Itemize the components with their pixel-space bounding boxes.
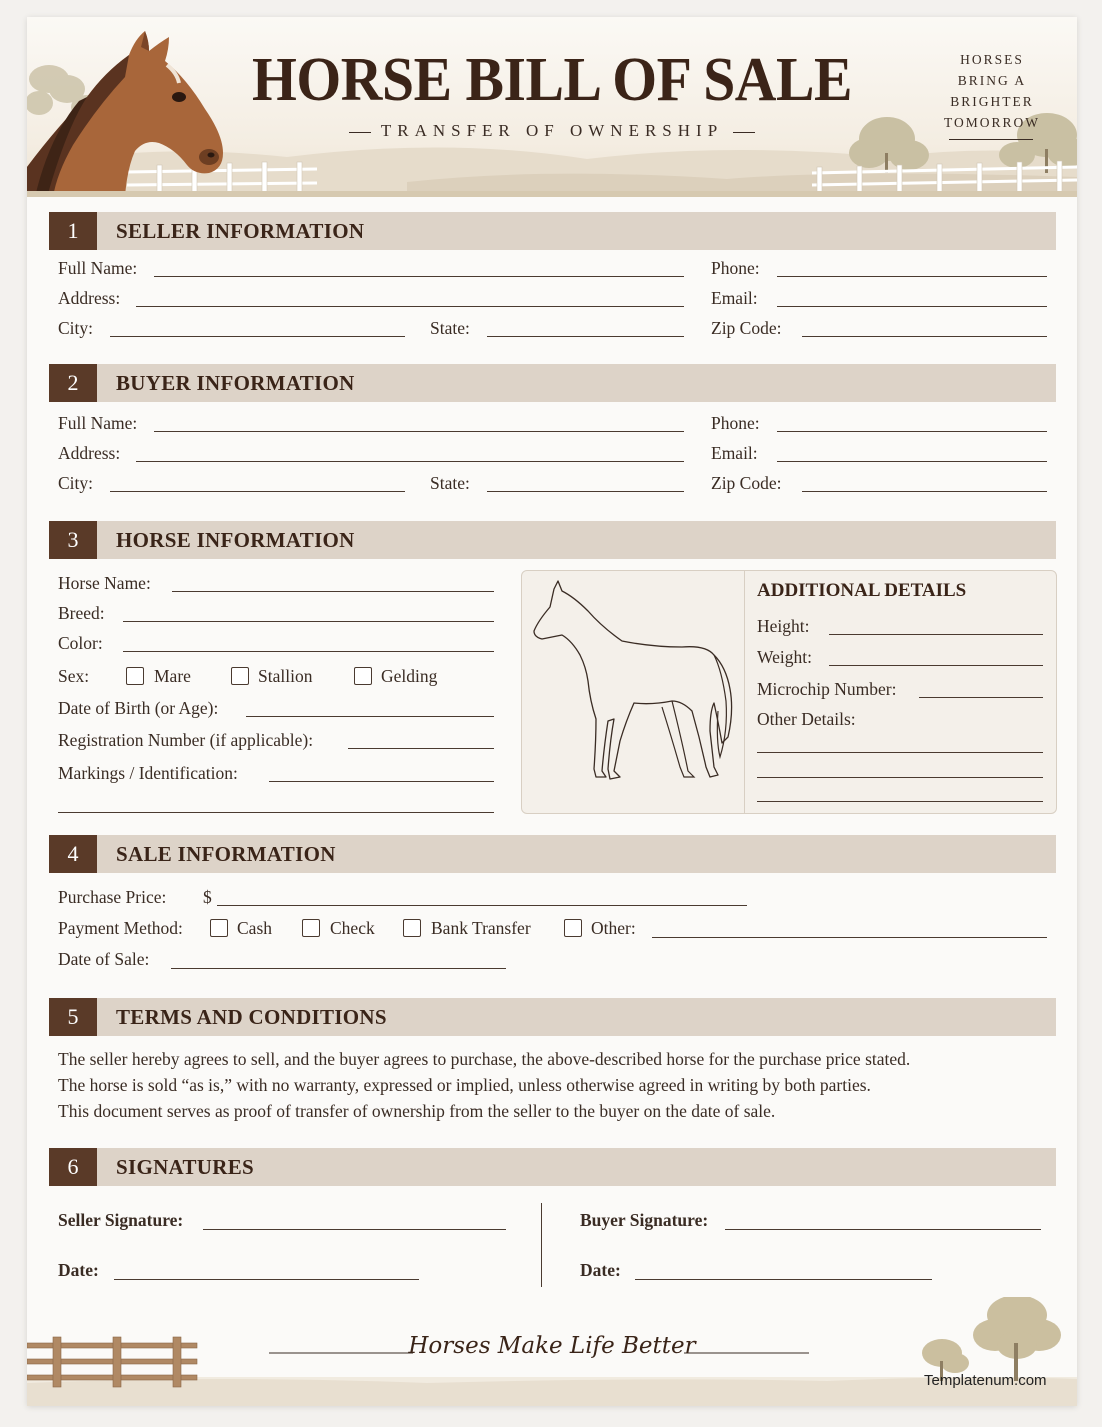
panel-divider: [744, 571, 745, 813]
payment-cash-checkbox[interactable]: [210, 919, 228, 937]
terms-line-1: The seller hereby agrees to sell, and the buyer agrees to purchase, the above-described horse for the purchase price stated.: [58, 1049, 911, 1069]
weight-field[interactable]: [829, 665, 1043, 666]
seller-zip-label: Zip Code:: [711, 318, 782, 338]
section-number: 3: [49, 521, 97, 559]
sex-stallion-checkbox[interactable]: [231, 667, 249, 685]
seller-email-label: Email:: [711, 288, 758, 308]
section-bar-buyer: [49, 364, 1056, 402]
seller-zip-field[interactable]: [802, 336, 1047, 337]
buyer-phone-field[interactable]: [777, 431, 1047, 432]
purchase-price-field[interactable]: [217, 905, 747, 906]
horse-outline-illustration: [522, 571, 742, 813]
seller-phone-field[interactable]: [777, 276, 1047, 277]
weight-label: Weight:: [757, 647, 812, 667]
footer-motto: Horses Make Life Better: [408, 1333, 696, 1359]
buyer-email-field[interactable]: [777, 461, 1047, 462]
section-title: BUYER INFORMATION: [116, 371, 355, 395]
terms-line-2: The horse is sold “as is,” with no warranty, expressed or implied, unless otherwise agreed in writing by both parties.: [58, 1075, 871, 1095]
microchip-label: Microchip Number:: [757, 679, 897, 699]
dob-label: Date of Birth (or Age):: [58, 698, 219, 718]
section-number: 6: [49, 1148, 97, 1186]
buyer-state-field[interactable]: [487, 491, 684, 492]
payment-method-label: Payment Method:: [58, 918, 183, 938]
terms-text: [58, 1046, 910, 1124]
payment-bank-transfer-checkbox[interactable]: [403, 919, 421, 937]
section-title: SIGNATURES: [116, 1155, 254, 1179]
other-details-label: Other Details:: [757, 709, 856, 729]
height-field[interactable]: [829, 634, 1043, 635]
payment-other-checkbox[interactable]: [564, 919, 582, 937]
section-bar-horse: [49, 521, 1056, 559]
seller-full-name-label: Full Name:: [58, 258, 138, 278]
markings-label: Markings / Identification:: [58, 763, 238, 783]
date-of-sale-field[interactable]: [171, 968, 506, 969]
tagline-line-1: HORSES: [960, 52, 1024, 67]
registration-label: Registration Number (if applicable):: [58, 730, 314, 750]
buyer-city-field[interactable]: [110, 491, 405, 492]
document-title: HORSE BILL OF SALE: [252, 46, 852, 114]
seller-full-name-field[interactable]: [154, 276, 684, 277]
buyer-city-label: City:: [58, 473, 94, 493]
payment-cash-label: Cash: [237, 918, 272, 938]
buyer-address-field[interactable]: [136, 461, 684, 462]
payment-check-checkbox[interactable]: [302, 919, 320, 937]
payment-other-label: Other:: [591, 918, 636, 938]
tagline-line-4: TOMORROW: [943, 115, 1040, 130]
subtitle-wrap: [27, 121, 1077, 141]
breed-field[interactable]: [123, 621, 494, 622]
buyer-phone-label: Phone:: [711, 413, 760, 433]
seller-date-label: Date:: [58, 1260, 99, 1280]
buyer-signature-field[interactable]: [725, 1229, 1041, 1230]
section-title: TERMS AND CONDITIONS: [116, 1005, 387, 1029]
markings-field[interactable]: [269, 781, 494, 782]
tagline-line-2: BRING A: [957, 73, 1027, 88]
color-label: Color:: [58, 633, 103, 653]
currency-symbol: $: [203, 887, 212, 907]
buyer-zip-field[interactable]: [802, 491, 1047, 492]
tagline: [932, 49, 1052, 133]
seller-city-field[interactable]: [110, 336, 405, 337]
horse-details-panel: [521, 570, 1057, 814]
buyer-signature-label: Buyer Signature:: [580, 1210, 709, 1230]
section-title: HORSE INFORMATION: [116, 528, 355, 552]
sex-gelding-checkbox[interactable]: [354, 667, 372, 685]
seller-email-field[interactable]: [777, 306, 1047, 307]
section-bar-sale: [49, 835, 1056, 873]
sex-gelding-label: Gelding: [381, 666, 438, 686]
sex-stallion-label: Stallion: [258, 666, 313, 686]
payment-bank-transfer-label: Bank Transfer: [431, 918, 531, 938]
section-bar-terms: [49, 998, 1056, 1036]
additional-details-title: ADDITIONAL DETAILS: [757, 580, 967, 601]
seller-phone-label: Phone:: [711, 258, 760, 278]
section-number: 1: [49, 212, 97, 250]
buyer-address-label: Address:: [58, 443, 121, 463]
buyer-date-field[interactable]: [635, 1279, 932, 1280]
color-field[interactable]: [123, 651, 494, 652]
height-label: Height:: [757, 616, 810, 636]
sex-mare-label: Mare: [154, 666, 191, 686]
terms-line-3: This document serves as proof of transfer of ownership from the seller to the buyer on the date of sale.: [58, 1101, 776, 1121]
document-subtitle: TRANSFER OF OWNERSHIP: [380, 121, 724, 140]
buyer-zip-label: Zip Code:: [711, 473, 782, 493]
registration-field[interactable]: [348, 748, 494, 749]
other-details-line-2[interactable]: [757, 777, 1043, 778]
payment-other-field[interactable]: [652, 937, 1047, 938]
sex-label: Sex:: [58, 666, 90, 686]
tagline-line-3: BRIGHTER: [950, 94, 1034, 109]
seller-city-label: City:: [58, 318, 94, 338]
buyer-email-label: Email:: [711, 443, 758, 463]
seller-signature-field[interactable]: [203, 1229, 506, 1230]
buyer-full-name-field[interactable]: [154, 431, 684, 432]
section-title: SALE INFORMATION: [116, 842, 336, 866]
tagline-rule: [949, 139, 1033, 140]
seller-address-field[interactable]: [136, 306, 684, 307]
buyer-state-label: State:: [430, 473, 470, 493]
seller-state-label: State:: [430, 318, 470, 338]
other-details-line-1[interactable]: [757, 752, 1043, 753]
markings-field-line-2[interactable]: [58, 812, 494, 813]
section-number: 5: [49, 998, 97, 1036]
horse-name-label: Horse Name:: [58, 573, 151, 593]
buyer-full-name-label: Full Name:: [58, 413, 138, 433]
sex-mare-checkbox[interactable]: [126, 667, 144, 685]
section-number: 4: [49, 835, 97, 873]
seller-state-field[interactable]: [487, 336, 684, 337]
header-banner: [27, 17, 1077, 197]
date-of-sale-label: Date of Sale:: [58, 949, 150, 969]
buyer-date-label: Date:: [580, 1260, 621, 1280]
subtitle-rule-right: [733, 132, 755, 133]
breed-label: Breed:: [58, 603, 105, 623]
seller-date-field[interactable]: [114, 1279, 419, 1280]
subtitle-rule-left: [349, 132, 371, 133]
payment-check-label: Check: [330, 918, 375, 938]
horse-name-field[interactable]: [172, 591, 494, 592]
seller-address-label: Address:: [58, 288, 121, 308]
section-bar-signatures: [49, 1148, 1056, 1186]
dob-field[interactable]: [246, 716, 494, 717]
section-bar-seller: [49, 212, 1056, 250]
other-details-line-3[interactable]: [757, 801, 1043, 802]
section-number: 2: [49, 364, 97, 402]
brand-watermark: Templatenum.com: [924, 1372, 1047, 1389]
microchip-field[interactable]: [919, 697, 1043, 698]
purchase-price-label: Purchase Price:: [58, 887, 167, 907]
section-title: SELLER INFORMATION: [116, 219, 365, 243]
bill-of-sale-sheet: [27, 17, 1077, 1406]
signature-divider: [541, 1203, 542, 1287]
seller-signature-label: Seller Signature:: [58, 1210, 184, 1230]
